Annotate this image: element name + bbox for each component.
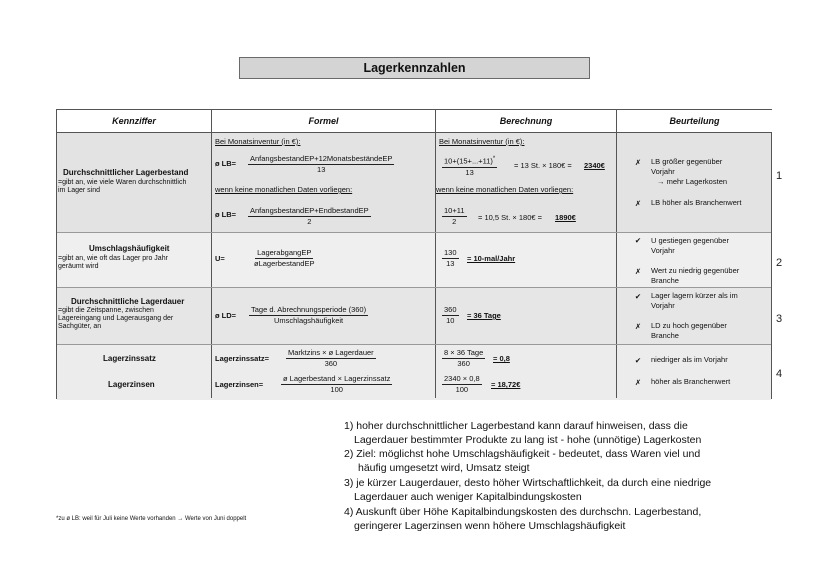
- fraction-denominator: 360: [457, 359, 470, 368]
- kennziffer-dlb-desc: =gibt an, wie viele Waren durchschnittlich: [58, 179, 187, 186]
- fraction-numerator: Tage d. Abrechnungsperiode (360): [251, 305, 367, 314]
- fraction-numerator: LagerabgangEP: [257, 248, 312, 257]
- formula-prefix: ø LB=: [215, 210, 237, 219]
- eval-text: Vorjahr: [651, 167, 675, 176]
- fraction-denominator: 2: [452, 217, 457, 226]
- cross-icon: ✗: [634, 267, 642, 276]
- eval-text: U gestiegen gegenüber: [651, 236, 729, 245]
- calc-result: = 18,72€: [491, 380, 521, 389]
- fraction-numerator: Marktzins × ø Lagerdauer: [288, 348, 374, 357]
- eval-text: LB größer gegenüber: [651, 157, 723, 166]
- note-line: 2) Ziel: möglichst hohe Umschlagshäufigkeit - bedeutet, dass Waren viel und: [344, 448, 701, 460]
- eval-text: Branche: [651, 276, 679, 285]
- calc-dlb-monthly: [442, 154, 497, 178]
- eval-text: → mehr Lagerkosten: [657, 177, 728, 186]
- note-line: Lagerdauer bestimmter Produkte zu lang ist - hohe (unnötige) Lagerkosten: [354, 434, 702, 446]
- fraction-numerator: 360: [444, 305, 457, 314]
- header-kennziffer: Kennziffer: [57, 110, 211, 132]
- eval-text: Vorjahr: [651, 246, 675, 255]
- footnote-marker: *: [492, 156, 496, 162]
- calc-dld: [442, 305, 459, 326]
- kennziffer-dld: Durchschnittliche Lagerdauer: [71, 297, 185, 306]
- calc-result: = 36 Tage: [467, 311, 501, 320]
- fraction-denominator: 360: [324, 359, 338, 368]
- formula-dlb-simple: [248, 206, 371, 227]
- kennziffer-lagerzinsen: Lagerzinsen: [108, 380, 155, 389]
- header-berechnung: Berechnung: [436, 110, 616, 132]
- fraction-numerator: 10+11: [444, 206, 465, 215]
- row-number-3: 3: [776, 313, 783, 325]
- col-divider: [435, 110, 436, 398]
- row-divider: [57, 232, 771, 233]
- eval-text: Lager lagern kürzer als im: [651, 291, 738, 300]
- fraction-numerator: 2340 × 0,8: [444, 374, 480, 383]
- fraction-denominator: Umschlagshäufigkeit: [273, 316, 344, 325]
- kennziffer-dld-desc: Lagereingang und Lagerausgang der: [58, 315, 174, 322]
- cross-icon: ✗: [634, 322, 642, 331]
- kennziffer-uh-desc: geräumt wird: [58, 263, 99, 270]
- eval-text: höher als Branchenwert: [651, 377, 731, 386]
- calc-result: = 10-mal/Jahr: [467, 254, 516, 263]
- fraction-numerator: ø Lagerbestand × Lagerzinssatz: [283, 374, 391, 383]
- row-divider: [57, 344, 771, 345]
- fraction-denominator: 100: [455, 385, 469, 394]
- calc-mid: = 10,5 St. × 180€ =: [478, 213, 543, 222]
- eval-text: Branche: [651, 331, 679, 340]
- formula-lagerzinssatz: [286, 348, 376, 369]
- fraction-denominator: 100: [330, 385, 343, 394]
- fraction-numerator: AnfangsbestandEP+12MonatsbeständeEP: [250, 154, 393, 163]
- formula-caption: Bei Monatsinventur (in €):: [215, 137, 301, 146]
- calc-lagerzinssatz: [442, 348, 485, 369]
- cross-icon: ✗: [634, 158, 642, 167]
- eval-text: Vorjahr: [651, 301, 675, 310]
- eval-text: niedriger als im Vorjahr: [651, 355, 728, 364]
- fraction-denominator: 13: [446, 259, 455, 268]
- calc-result: 2340€: [584, 161, 605, 170]
- calc-dlb-simple: [442, 206, 467, 227]
- note-line: 1) hoher durchschnittlicher Lagerbestand kann darauf hinweisen, dass die: [344, 420, 688, 432]
- kennziffer-dld-desc: =gibt die Zeitspanne, zwischen: [58, 307, 154, 314]
- fraction-denominator: øLagerbestandEP: [254, 259, 315, 268]
- note-line: 4) Auskunft über Höhe Kapitalbindungskosten des durchschn. Lagerbestand,: [344, 506, 702, 518]
- kennziffer-dlb: Durchschnittlicher Lagerbestand: [63, 168, 189, 177]
- row-number-4: 4: [776, 368, 783, 380]
- fraction-denominator: 13: [317, 165, 326, 174]
- eval-text: Wert zu niedrig gegenüber: [651, 266, 740, 275]
- formula-lagerzinsen: [281, 374, 392, 395]
- col-divider: [616, 110, 617, 398]
- kennziffer-dld-desc: Sachgüter, an: [58, 323, 102, 330]
- kennziffer-uh: Umschlagshäufigkeit: [89, 244, 170, 253]
- check-icon: ✔: [634, 356, 642, 365]
- page-title: Lagerkennzahlen: [239, 57, 590, 79]
- note-line: Lagerdauer auch weniger Kapitalbindungskosten: [354, 491, 582, 503]
- row-divider: [57, 287, 771, 288]
- formula-prefix: U=: [215, 254, 225, 263]
- note-line: 3) je kürzer Laugerdauer, desto höher Wirtschaftlichkeit, da durch eine niedrige: [344, 477, 712, 489]
- calc-result: = 0,8: [493, 354, 510, 363]
- header-beurteilung: Beurteilung: [617, 110, 772, 132]
- kennzahlen-table: [56, 109, 772, 399]
- fraction-numerator: AnfangsbestandEP+EndbestandEP: [250, 206, 369, 215]
- eval-text: LD zu hoch gegenüber: [651, 321, 727, 330]
- calc-caption: Bei Monatsinventur (in €):: [439, 137, 525, 146]
- check-icon: ✔: [634, 292, 642, 301]
- eval-text: LB höher als Branchenwert: [651, 198, 742, 207]
- cross-icon: ✗: [634, 199, 642, 208]
- formula-prefix: Lagerzinsen=: [215, 380, 264, 389]
- fraction-numerator: [442, 154, 497, 168]
- row-band-4: [57, 344, 771, 400]
- formula-prefix: Lagerzinssatz=: [215, 354, 269, 363]
- col-divider: [211, 110, 212, 398]
- fraction-denominator: 13: [465, 167, 474, 177]
- formula-dld: [249, 305, 368, 326]
- header-formel: Formel: [212, 110, 435, 132]
- footnote: *zu ø LB: weil für Juli keine Werte vorhanden → Werte von Juni doppelt: [56, 516, 247, 522]
- calc-lagerzinsen: [442, 374, 482, 395]
- fraction-denominator: 2: [307, 217, 312, 226]
- kennziffer-dlb-desc: im Lager sind: [58, 187, 101, 194]
- note-line: geringerer Lagerzinsen wenn höhere Umschlagshäufigkeit: [354, 520, 626, 532]
- check-icon: ✔: [634, 236, 642, 245]
- note-line: häufig umgesetzt wird, Umsatz steigt: [358, 462, 530, 474]
- kennziffer-uh-desc: =gibt an, wie oft das Lager pro Jahr: [58, 255, 168, 262]
- row-number-2: 2: [776, 257, 783, 269]
- fraction-numerator: 130: [444, 248, 457, 257]
- formula-prefix: ø LB=: [215, 159, 237, 168]
- formula-uh: [252, 248, 316, 269]
- formula-dlb-monthly: [248, 154, 394, 175]
- fraction-denominator: 10: [446, 316, 455, 325]
- formula-prefix: ø LD=: [215, 311, 237, 320]
- formula-caption: wenn keine monatlichen Daten vorliegen:: [215, 185, 353, 194]
- cross-icon: ✗: [634, 378, 642, 387]
- row-divider: [57, 132, 771, 133]
- fraction-numerator: 8 × 36 Tage: [444, 348, 484, 357]
- calc-caption: wenn keine monatlichen Daten vorliegen:: [436, 185, 574, 194]
- calc-result: 1890€: [555, 213, 576, 222]
- kennziffer-lagerzinssatz: Lagerzinssatz: [103, 354, 156, 363]
- calc-numerator-text: 10+(15+...+11): [444, 156, 493, 166]
- calc-uh: [442, 248, 459, 269]
- row-number-1: 1: [776, 170, 783, 182]
- calc-mid: = 13 St. × 180€ =: [514, 161, 572, 170]
